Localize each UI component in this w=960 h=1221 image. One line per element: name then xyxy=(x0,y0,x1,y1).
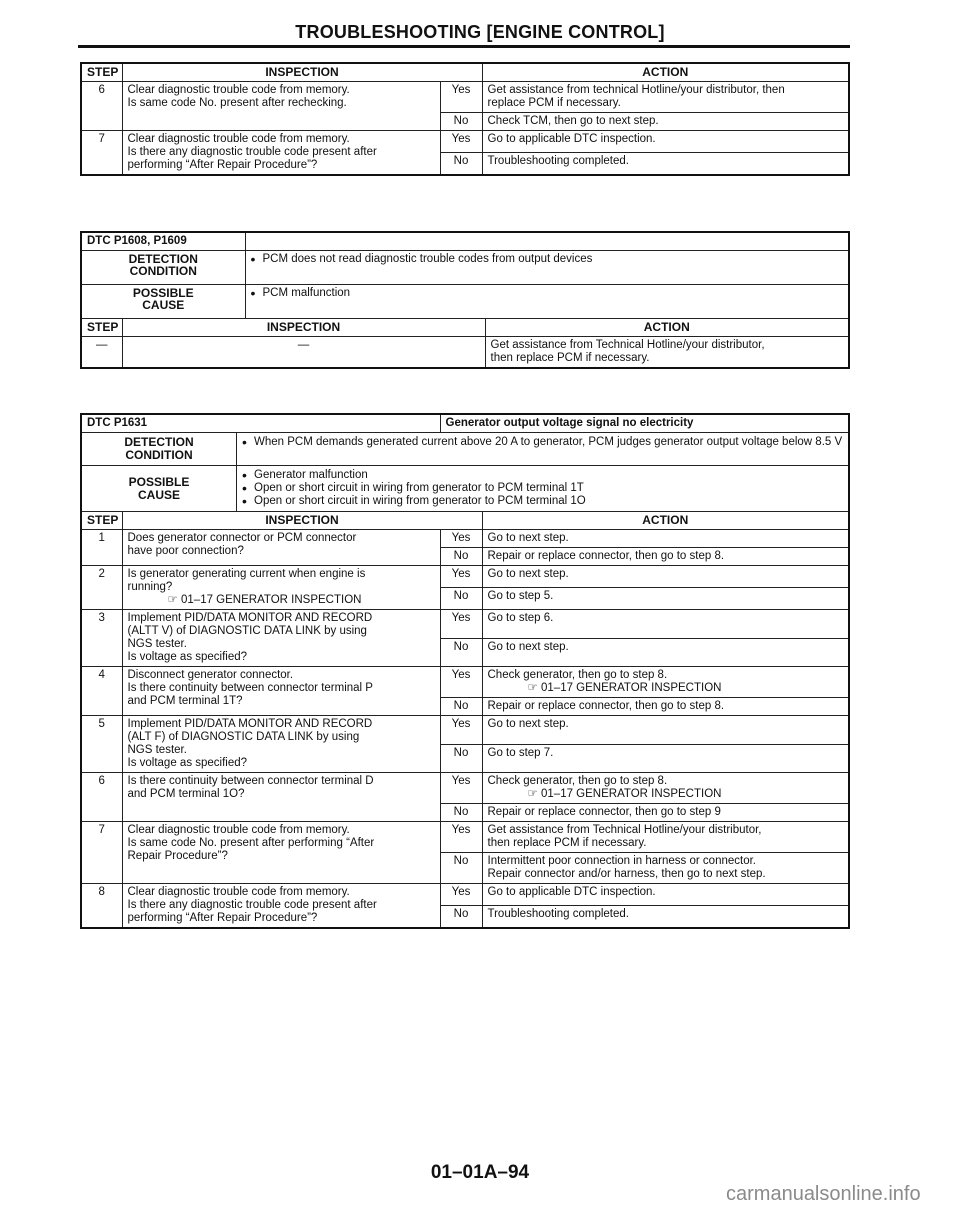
inspection-text xyxy=(122,131,440,176)
title-rule xyxy=(78,45,850,48)
text-line: Go to step 6. xyxy=(487,612,554,624)
text-line: NGS tester. xyxy=(127,638,187,650)
text-line: Repair or replace connector, then go to step 9 xyxy=(487,806,721,818)
text-line: Repair or replace connector, then go to step 8. xyxy=(487,550,725,562)
text-line: Repair connector and/or harness, then go to next step. xyxy=(487,868,766,880)
text-line: Clear diagnostic trouble code from memory. xyxy=(127,84,350,96)
text-line: have poor connection? xyxy=(127,545,244,557)
possible-cause: • Generator malfunction • Open or short circuit in wiring from generator to PCM terminal 1T • Open or short circuit in wiring from generator to PCM terminal 1O xyxy=(237,466,848,511)
inspection-text xyxy=(122,884,440,929)
action-text xyxy=(482,905,849,928)
action-text xyxy=(482,822,849,853)
step-number: — xyxy=(81,337,122,369)
action-text xyxy=(482,744,849,773)
answer-yes: Yes xyxy=(440,131,482,153)
answer-no: No xyxy=(440,744,482,773)
text-line: Go to applicable DTC inspection. xyxy=(487,886,656,898)
text-line: Get assistance from Technical Hotline/your distributor, xyxy=(487,824,762,836)
answer-no: No xyxy=(440,698,482,716)
text-line: Implement PID/DATA MONITOR AND RECORD xyxy=(127,718,373,730)
action-text xyxy=(482,548,849,566)
col-step-header: STEP xyxy=(81,512,122,530)
text-line: Is same code No. present after performing “After xyxy=(127,837,375,849)
possible-cause-label: POSSIBLE CAUSE xyxy=(82,466,237,511)
text-line: and PCM terminal 1O? xyxy=(127,788,245,800)
col-inspection-header: INSPECTION xyxy=(122,63,482,82)
dtc-p1608-table xyxy=(80,231,850,369)
text-line: Clear diagnostic trouble code from memory. xyxy=(127,886,350,898)
answer-yes: Yes xyxy=(440,716,482,745)
text-line: replace PCM if necessary. xyxy=(487,97,621,109)
answer-yes: Yes xyxy=(440,610,482,639)
col-step-header: STEP xyxy=(81,319,122,337)
text-line: Go to step 7. xyxy=(487,746,554,759)
action-text xyxy=(482,152,849,175)
inspection-table-continued xyxy=(80,62,850,176)
inspection-text xyxy=(122,610,440,667)
step-number: 7 xyxy=(81,822,122,884)
text-line: Go to step 5. xyxy=(487,590,554,602)
dtc-code-label: DTC P1608, P1609 xyxy=(81,232,245,251)
action-text xyxy=(482,716,849,745)
step-number: 4 xyxy=(81,667,122,716)
answer-no: No xyxy=(440,548,482,566)
text-line: ☞ 01–17 GENERATOR INSPECTION xyxy=(527,788,722,800)
step-number: 6 xyxy=(81,82,122,131)
page-title: TROUBLESHOOTING [ENGINE CONTROL] xyxy=(295,22,665,42)
text-line: (ALT F) of DIAGNOSTIC DATA LINK by using xyxy=(127,731,360,743)
text-line: Check generator, then go to step 8. xyxy=(487,669,668,681)
possible-cause: • PCM malfunction xyxy=(245,285,849,319)
answer-yes: Yes xyxy=(440,566,482,588)
table-row xyxy=(81,884,849,906)
col-action-header: ACTION xyxy=(482,63,849,82)
table-row xyxy=(81,822,849,853)
text-line: performing “After Repair Procedure”? xyxy=(127,912,318,924)
table-row xyxy=(81,566,849,588)
detection-condition-label: DETECTION CONDITION xyxy=(81,251,245,285)
text-line: (ALTT V) of DIAGNOSTIC DATA LINK by using xyxy=(127,625,367,637)
watermark: carmanualsonline.info xyxy=(726,1183,921,1205)
answer-yes: Yes xyxy=(440,530,482,548)
answer-yes: Yes xyxy=(440,884,482,906)
step-number: 7 xyxy=(81,131,122,176)
inspection-text xyxy=(122,773,440,822)
action-text xyxy=(482,698,849,716)
text-line: Is voltage as specified? xyxy=(127,651,248,663)
answer-no: No xyxy=(440,853,482,884)
detection-condition: • PCM does not read diagnostic trouble codes from output devices xyxy=(245,251,849,285)
answer-yes: Yes xyxy=(440,773,482,804)
step-number: 8 xyxy=(81,884,122,929)
step-number: 2 xyxy=(81,566,122,610)
action-text xyxy=(482,82,849,113)
page-number: 01–01A–94 xyxy=(430,1162,530,1183)
action-text: Get assistance from Technical Hotline/your distributor, then replace PCM if necessary. xyxy=(485,337,849,369)
dtc-title: Generator output voltage signal no electricity xyxy=(440,414,849,433)
action-text xyxy=(482,884,849,906)
action-text xyxy=(482,638,849,667)
dtc-code-label: DTC P1631 xyxy=(81,414,440,433)
col-inspection-header: INSPECTION xyxy=(122,319,485,337)
action-text xyxy=(482,773,849,804)
possible-cause-label: POSSIBLE CAUSE xyxy=(81,285,245,319)
answer-yes: Yes xyxy=(440,822,482,853)
answer-no: No xyxy=(440,905,482,928)
text-line: running? xyxy=(127,581,173,593)
text-line: Go to next step. xyxy=(487,640,569,653)
text-line: Implement PID/DATA MONITOR AND RECORD xyxy=(127,612,373,624)
text-line: Is generator generating current when engine is xyxy=(127,568,366,580)
inspection-text: — xyxy=(122,337,485,369)
text-line: Go to next step. xyxy=(487,718,569,730)
table-row xyxy=(81,667,849,698)
text-line: Clear diagnostic trouble code from memory. xyxy=(127,824,350,836)
inspection-text xyxy=(122,82,440,131)
text-line: Repair or replace connector, then go to step 8. xyxy=(487,700,725,712)
action-text xyxy=(482,853,849,884)
text-line: Is there continuity between connector terminal D xyxy=(127,775,374,787)
answer-no: No xyxy=(440,113,482,131)
text-line: Intermittent poor connection in harness or connector. xyxy=(487,855,756,867)
text-line: Troubleshooting completed. xyxy=(487,907,629,920)
inspection-text xyxy=(122,716,440,773)
text-line: then replace PCM if necessary. xyxy=(487,837,647,849)
action-text xyxy=(482,588,849,610)
text-line: Disconnect generator connector. xyxy=(127,669,294,681)
text-line: NGS tester. xyxy=(127,744,187,756)
col-action-header: ACTION xyxy=(482,512,849,530)
answer-yes: Yes xyxy=(440,82,482,113)
text-line: Is same code No. present after rechecking. xyxy=(127,97,347,109)
text-line: Repair Procedure”? xyxy=(127,850,228,862)
table-row xyxy=(81,530,849,548)
action-text xyxy=(482,113,849,131)
text-line: performing “After Repair Procedure”? xyxy=(127,159,318,171)
text-line: ☞ 01–17 GENERATOR INSPECTION xyxy=(167,594,362,606)
table-row xyxy=(81,82,849,113)
answer-no: No xyxy=(440,638,482,667)
inspection-text xyxy=(122,822,440,884)
col-inspection-header: INSPECTION xyxy=(122,512,482,530)
text-line: Troubleshooting completed. xyxy=(487,154,629,167)
step-number: 6 xyxy=(81,773,122,822)
text-line: Check generator, then go to step 8. xyxy=(487,775,668,787)
dtc-p1631-table xyxy=(80,413,850,929)
answer-no: No xyxy=(440,152,482,175)
step-number: 1 xyxy=(81,530,122,566)
table-row xyxy=(81,131,849,153)
table-row xyxy=(81,610,849,639)
text-line: Clear diagnostic trouble code from memory. xyxy=(127,133,350,145)
step-number: 3 xyxy=(81,610,122,667)
text-line: Go to next step. xyxy=(487,568,569,580)
action-text xyxy=(482,804,849,822)
action-text xyxy=(482,131,849,153)
text-line: Is there any diagnostic trouble code present after xyxy=(127,146,377,158)
text-line: Get assistance from technical Hotline/your distributor, then xyxy=(487,84,785,96)
action-text xyxy=(482,566,849,588)
inspection-text xyxy=(122,566,440,610)
answer-no: No xyxy=(440,804,482,822)
table-row xyxy=(81,716,849,745)
text-line: Go to next step. xyxy=(487,532,569,544)
text-line: Check TCM, then go to next step. xyxy=(487,115,659,127)
detection-condition: • When PCM demands generated current above 20 A to generator, PCM judges generator output voltage below 8.5 V xyxy=(237,433,848,465)
detection-condition-label: DETECTION CONDITION xyxy=(82,433,237,465)
inspection-text xyxy=(122,667,440,716)
text-line: Is voltage as specified? xyxy=(127,757,248,769)
text-line: Is there continuity between connector terminal P xyxy=(127,682,373,694)
text-line: Is there any diagnostic trouble code present after xyxy=(127,899,377,911)
action-text xyxy=(482,530,849,548)
action-text xyxy=(482,610,849,639)
text-line: and PCM terminal 1T? xyxy=(127,695,243,707)
text-line: Does generator connector or PCM connector xyxy=(127,532,357,544)
possible-cause-row xyxy=(81,466,849,512)
inspection-text xyxy=(122,530,440,566)
detection-condition-row xyxy=(81,433,849,466)
text-line: Go to applicable DTC inspection. xyxy=(487,133,656,145)
col-action-header: ACTION xyxy=(485,319,849,337)
step-number: 5 xyxy=(81,716,122,773)
text-line: ☞ 01–17 GENERATOR INSPECTION xyxy=(527,682,722,694)
table-row xyxy=(81,773,849,804)
answer-yes: Yes xyxy=(440,667,482,698)
action-text xyxy=(482,667,849,698)
answer-no: No xyxy=(440,588,482,610)
col-step-header: STEP xyxy=(81,63,122,82)
dtc-title xyxy=(245,232,849,251)
